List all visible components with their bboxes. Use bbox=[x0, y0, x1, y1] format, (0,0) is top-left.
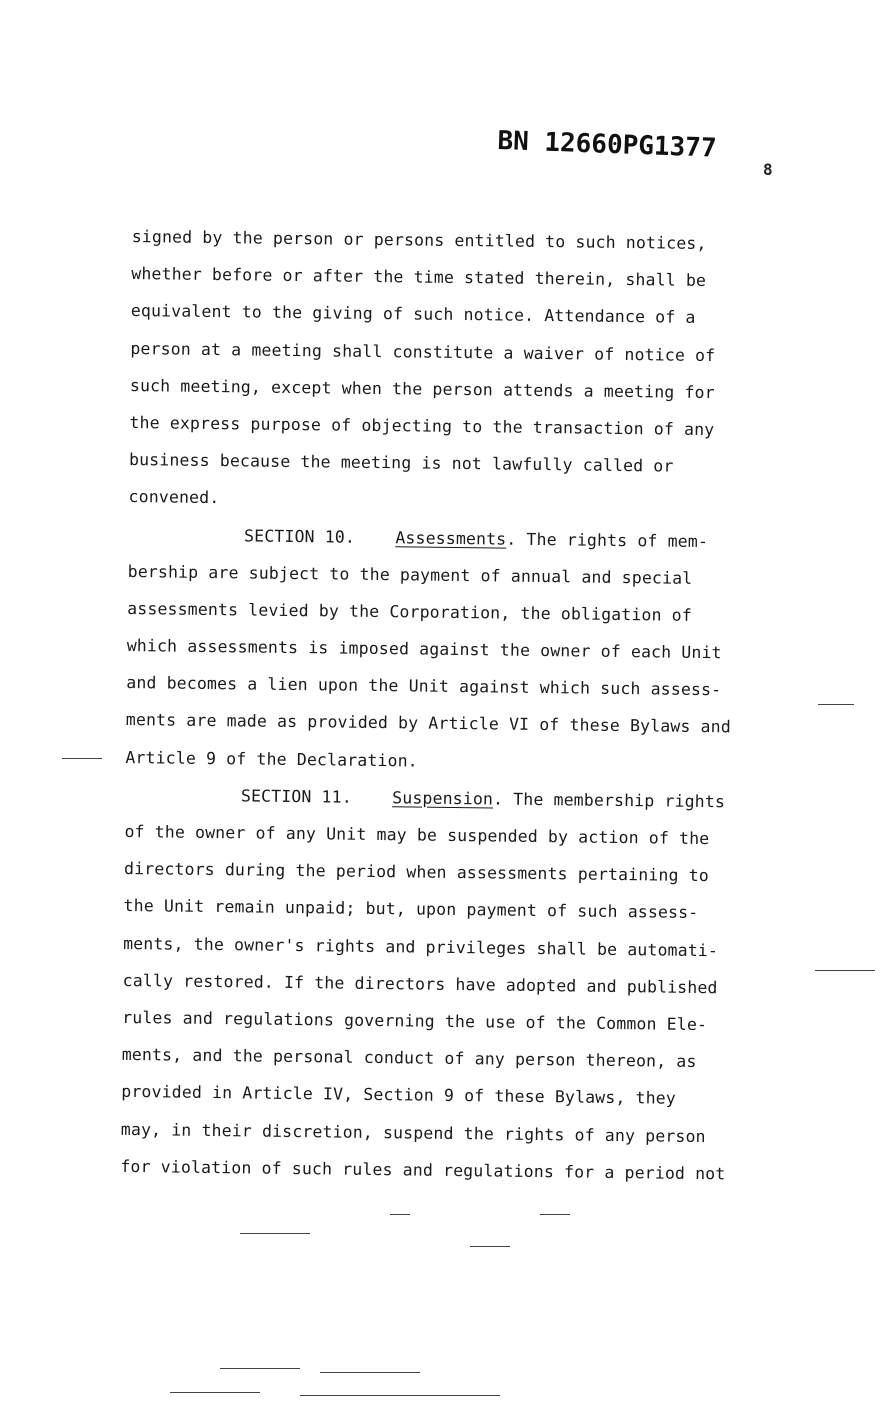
paragraph-waiver bbox=[128, 218, 812, 524]
text-line: whether before or after the time stated therein, shall be bbox=[131, 264, 707, 291]
text-line: such meeting, except when the person attends a meeting for bbox=[129, 375, 715, 402]
text-line: assessments levied by the Corporation, the obligation of bbox=[127, 598, 693, 625]
text-line: ments are made as provided by Article VI of these Bylaws and bbox=[125, 710, 731, 737]
section-11-label: SECTION 11. bbox=[240, 786, 352, 807]
section-10-title: Assessments bbox=[395, 527, 507, 549]
text-line: may, in their discretion, suspend the rights of any person bbox=[120, 1119, 706, 1146]
text-line: equivalent to the giving of such notice. Attendance of a bbox=[130, 301, 696, 328]
text-line: the Unit remain unpaid; but, upon payment of such assess- bbox=[123, 896, 699, 923]
text-line: signed by the person or persons entitled to such notices, bbox=[131, 226, 707, 254]
text-line: and becomes a lien upon the Unit against which such assess- bbox=[126, 673, 722, 700]
text-line: ments, and the personal conduct of any person thereon, as bbox=[121, 1045, 697, 1072]
text-line: convened. bbox=[128, 487, 220, 508]
section-11-suspension bbox=[120, 776, 805, 1193]
text-line: cally restored. If the directors have adopted and published bbox=[122, 970, 718, 997]
body-text bbox=[120, 218, 812, 1193]
text-line: of the owner of any Unit may be suspended by action of the bbox=[124, 821, 710, 849]
text-line: the express purpose of objecting to the transaction of any bbox=[129, 412, 715, 440]
text-line: rules and regulations governing the use of the Common Ele- bbox=[122, 1007, 708, 1035]
section-11-title: Suspension bbox=[392, 788, 494, 809]
text-line: business because the meeting is not lawfully called or bbox=[128, 450, 674, 476]
section-10-first-line: . The rights of mem- bbox=[506, 529, 709, 551]
text-line: Article 9 of the Declaration. bbox=[125, 747, 418, 771]
text-line: provided in Article IV, Section 9 of these Bylaws, they bbox=[121, 1082, 677, 1109]
text-line: person at a meeting shall constitute a waiver of notice of bbox=[130, 338, 716, 365]
text-line: which assessments is imposed against the owner of each Unit bbox=[126, 636, 722, 663]
text-line: for violation of such rules and regulations for a period not bbox=[120, 1156, 726, 1184]
corner-mark: 8 bbox=[763, 160, 773, 179]
text-line: directors during the period when assessments pertaining to bbox=[123, 859, 709, 886]
section-10-assessments bbox=[125, 515, 808, 784]
section-10-label: SECTION 10. bbox=[244, 525, 356, 547]
text-line: bership are subject to the payment of annual and special bbox=[127, 561, 693, 588]
section-11-first-line: . The membership rights bbox=[492, 789, 726, 812]
text-line: ments, the owner's rights and privileges shall be automati- bbox=[123, 933, 719, 960]
book-page-number: BN 12660PG1377 bbox=[496, 126, 718, 164]
